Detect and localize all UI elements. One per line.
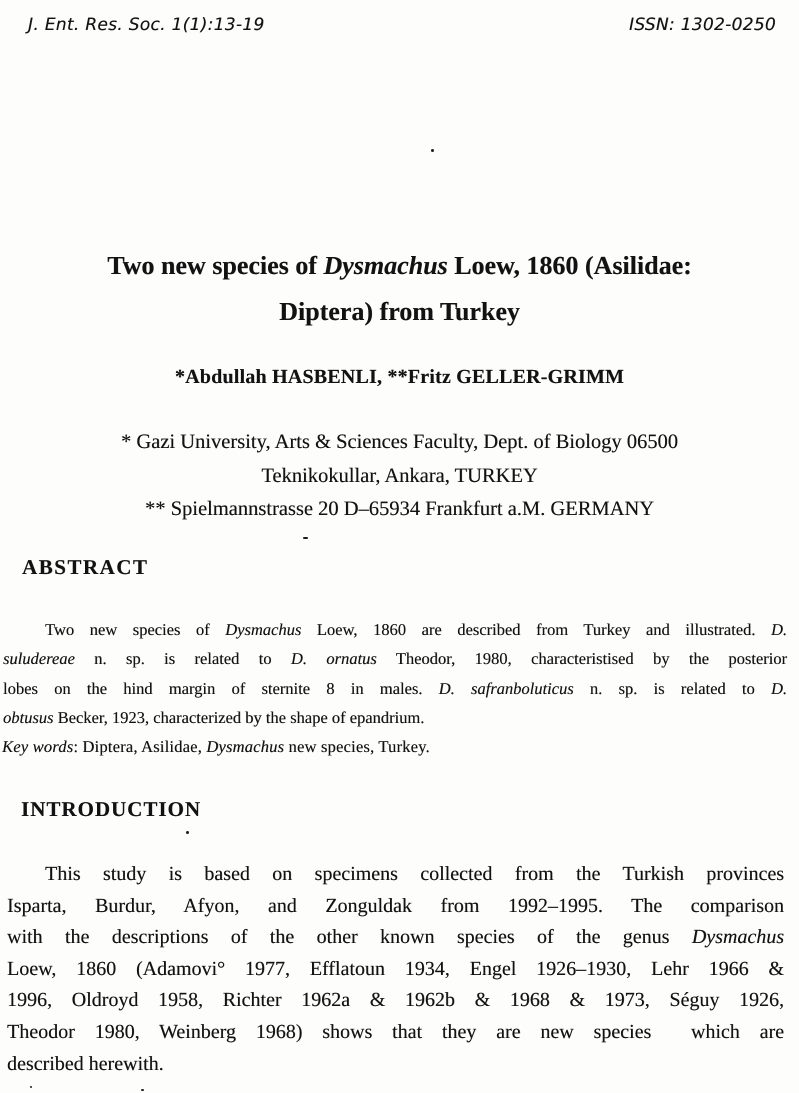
italic-text-run: Dysmachus	[225, 620, 302, 639]
italic-text-run: obtusus	[3, 707, 54, 727]
italic-text-run: D.	[770, 620, 787, 639]
italic-text-run: Dysmachus	[323, 251, 448, 280]
text-line	[30, 289, 769, 335]
text-run: Isparta, Burdur, Afyon, and Zonguldak from 1992–1995. The comparison	[7, 894, 784, 917]
text-line	[0, 460, 799, 494]
page-header	[28, 15, 776, 35]
text-line	[3, 703, 787, 732]
text-line	[7, 891, 784, 923]
abstract-heading: ABSTRACT	[22, 555, 149, 579]
text-run: ** Spielmannstrasse 20 D–65934 Frankfurt a.M. GERMANY	[144, 498, 655, 520]
text-run: Diptera) from Turkey	[279, 297, 520, 326]
text-run: Loew, 1860 are described from Turkey and illustrated.	[301, 620, 771, 639]
text-run: described herewith.	[7, 1052, 164, 1075]
scan-speck	[431, 149, 434, 152]
italic-text-run: Dysmachus	[691, 926, 784, 949]
text-run: n. sp. is related to	[573, 678, 771, 698]
article-title	[30, 243, 769, 335]
journal-reference: J. Ent. Res. Soc. 1(1):13-19	[28, 15, 265, 35]
text-line	[3, 615, 787, 644]
keywords-line	[2, 737, 786, 757]
text-line	[30, 243, 769, 289]
text-line	[3, 674, 787, 703]
text-run: This study is based on specimens collected from the Turkish provinces	[45, 863, 784, 885]
text-run: n. sp. is related to	[74, 649, 291, 669]
text-line	[0, 493, 799, 527]
italic-text-run: Key words	[2, 737, 74, 756]
text-line	[0, 426, 799, 460]
italic-text-run: Dysmachus	[206, 737, 285, 756]
text-line	[2, 737, 786, 757]
text-run: Becker, 1923, characterized by the shape of epandrium.	[53, 707, 425, 727]
introduction-paragraph	[7, 859, 784, 1080]
italic-text-run: D.	[770, 678, 788, 698]
text-line	[7, 859, 784, 891]
scan-speck	[141, 1089, 144, 1091]
text-run: lobes on the hind margin of sternite 8 in males.	[3, 678, 439, 698]
introduction-heading: INTRODUCTION	[21, 797, 202, 821]
text-run: : Diptera, Asilidae,	[73, 737, 207, 756]
text-run: Theodor, 1980, characteristised by the posterior	[376, 649, 788, 669]
affiliations	[0, 426, 799, 527]
scan-speck	[30, 1086, 32, 1088]
text-line	[7, 954, 784, 986]
text-line	[7, 1049, 784, 1081]
italic-text-run: D. ornatus	[290, 649, 377, 669]
text-line	[7, 922, 784, 954]
italic-text-run: suludereae	[3, 649, 75, 669]
text-run: Two new species of	[107, 251, 324, 280]
text-run: 1996, Oldroyd 1958, Richter 1962a & 1962b & 1968 & 1973, Séguy 1926,	[7, 989, 784, 1012]
text-line	[7, 1017, 784, 1049]
text-run: Theodor 1980, Weinberg 1968) shows that they are new species which are	[7, 1020, 784, 1043]
text-run: Two new species of	[45, 620, 226, 639]
text-run: new species, Turkey.	[284, 737, 430, 756]
text-run: with the descriptions of the other known species of the genus	[7, 926, 692, 949]
text-line	[3, 644, 787, 673]
authors-line: *Abdullah HASBENLI, **Fritz GELLER-GRIMM	[174, 366, 625, 388]
text-line	[7, 985, 784, 1017]
text-run: * Gazi University, Arts & Sciences Faculty, Dept. of Biology 06500	[120, 431, 679, 453]
scan-speck	[186, 831, 189, 834]
text-run: Teknikokullar, Ankara, TURKEY	[261, 464, 538, 487]
abstract-paragraph	[3, 615, 787, 732]
text-run: Loew, 1860 (Adamovi° 1977, Efflatoun 1934, Engel 1926–1930, Lehr 1966 &	[7, 957, 784, 980]
text-run: Loew, 1860 (Asilidae:	[447, 251, 692, 280]
scan-speck	[303, 537, 308, 539]
italic-text-run: D. safranboluticus	[438, 678, 574, 698]
issn-label: ISSN: 1302-0250	[629, 15, 776, 35]
